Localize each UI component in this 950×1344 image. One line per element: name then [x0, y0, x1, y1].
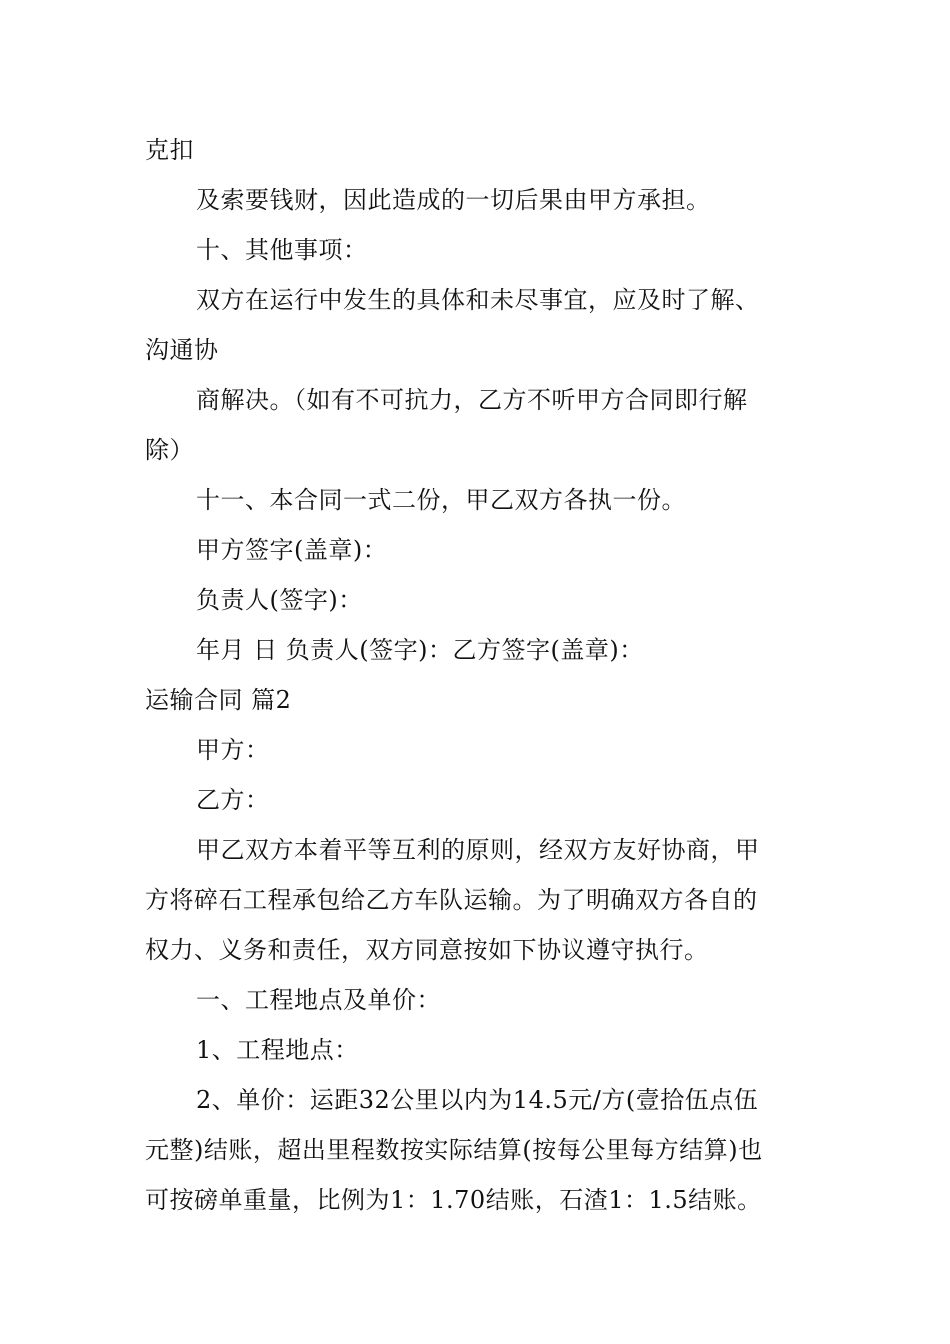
responsible-person-label: 负责人(签字)： — [196, 586, 363, 614]
text-line: 权力、义务和责任，双方同意按如下协议遵守执行。 — [145, 936, 709, 964]
text-line: 除） — [145, 436, 194, 464]
text-line: 方将碎石工程承包给乙方车队运输。为了明确双方各自的 — [145, 886, 758, 914]
section-heading-copies: 十一、本合同一式二份，甲乙双方各执一份。 — [196, 486, 686, 514]
text-line: 双方在运行中发生的具体和未尽事宜，应及时了解、 — [196, 286, 760, 314]
text-line: 沟通协 — [145, 336, 219, 364]
text-line: 甲乙双方本着平等互利的原则，经双方友好协商，甲 — [196, 836, 760, 864]
section-heading-other-matters: 十、其他事项： — [196, 236, 368, 264]
text-line: 元整)结账，超出里程数按实际结算(按每公里每方结算)也 — [145, 1136, 763, 1164]
text-line: 可按磅单重量，比例为1：1.70结账，石渣1：1.5结账。 — [145, 1186, 762, 1214]
party-b-label: 乙方： — [196, 786, 270, 814]
contract-title: 运输合同 篇2 — [145, 686, 292, 714]
text-line: 及索要钱财，因此造成的一切后果由甲方承担。 — [196, 186, 711, 214]
party-a-label: 甲方： — [196, 736, 270, 764]
party-a-signature-label: 甲方签字(盖章)： — [196, 536, 388, 564]
text-line: 商解决。（如有不可抗力，乙方不听甲方合同即行解 — [196, 386, 748, 414]
text-line-continuation: 克扣 — [145, 136, 194, 164]
item-unit-price: 2、单价：运距32公里以内为14.5元/方(壹拾伍点伍 — [196, 1086, 759, 1114]
date-signature-line: 年月 日 负责人(签字)：乙方签字(盖章)： — [196, 636, 644, 664]
item-location: 1、工程地点： — [196, 1036, 359, 1064]
section-heading-location-price: 一、工程地点及单价： — [196, 986, 441, 1014]
